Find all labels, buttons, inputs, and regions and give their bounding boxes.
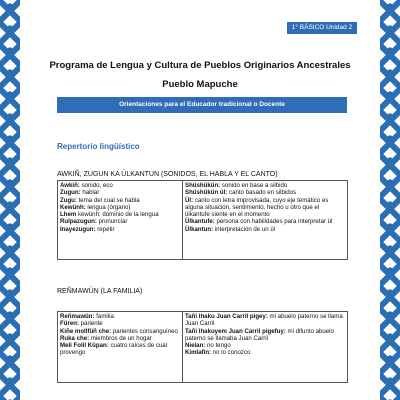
- vocab-definition: lengua (órgano): [85, 203, 131, 211]
- vocab-definition: repetir: [95, 225, 115, 233]
- vocab-entry: [60, 189, 180, 196]
- vocab-term: Shüshükün ül:: [185, 189, 228, 197]
- vocab-entry: [185, 182, 345, 189]
- decorative-border-left: [0, 0, 20, 400]
- vocab-term: Rulpazugun:: [60, 218, 97, 226]
- block1-subheading: AWKIÑ, ZUGUN KA ÜLKANTUN (SONIDOS, EL HABLA Y EL CANTO): [57, 171, 278, 178]
- section-heading: Repertorio lingüístico: [57, 142, 140, 151]
- vocab-definition: familia: [94, 313, 114, 320]
- block1-left-column: [58, 181, 183, 259]
- vocab-term: Kiñe mollfüñ che:: [60, 327, 112, 335]
- decorative-border-right: [380, 0, 400, 400]
- vocab-entry: [60, 328, 180, 335]
- vocab-term: Lhem: [60, 211, 77, 219]
- vocab-definition: canto basado en silbidos: [227, 189, 297, 197]
- block1-table: [57, 180, 348, 260]
- vocab-term: Meli Folil Küpan:: [60, 342, 109, 350]
- vocab-term: Ül:: [185, 196, 194, 204]
- block2-right-column: [183, 312, 347, 382]
- vocab-definition: miembros de un hogar: [89, 334, 152, 342]
- vocab-term: Zugun:: [60, 189, 81, 197]
- vocab-entry: [60, 313, 180, 320]
- vocab-entry: [60, 197, 180, 204]
- vocab-definition: tema del cual se habla: [76, 196, 140, 204]
- vocab-definition: sonido en base a silbido: [220, 182, 288, 189]
- vocab-term: Kewünh:: [60, 203, 86, 211]
- vocab-definition: hablar: [80, 189, 100, 197]
- vocab-definition: mi abuelo paterno se llama Juan Carril: [185, 313, 343, 328]
- vocab-entry: [60, 218, 180, 225]
- people-title: Pueblo Mapuche: [162, 79, 238, 90]
- vocab-entry: [60, 335, 180, 342]
- vocab-entry: [185, 218, 345, 225]
- vocab-definition: canto con letra improvisada, cuyo eje temático es alguna situación, sentimiento, hecho u otro que el ülkantufe siente en el momento: [185, 196, 329, 219]
- vocab-term: Tañi lhaku Juan Carril pigey:: [185, 313, 268, 320]
- vocab-definition: no lo conozco: [211, 349, 251, 357]
- vocab-definition: cuatro raíces de cual provengo: [60, 342, 168, 357]
- block2-table: [57, 311, 348, 383]
- vocab-entry: [185, 342, 345, 349]
- vocab-definition: parientes consanguíneo: [111, 327, 178, 335]
- block2-left-column: [58, 312, 183, 382]
- vocab-definition: pariente: [78, 320, 103, 328]
- vocab-entry: [60, 226, 180, 233]
- vocab-entry: [185, 197, 345, 219]
- vocab-definition: no tengo: [205, 342, 231, 350]
- vocab-definition: pronunciar: [96, 218, 128, 226]
- vocab-entry: [60, 342, 180, 357]
- vocab-definition: kewünh: dominio de la lengua: [76, 211, 159, 219]
- grade-unit-tag: 1° BÁSICO Unidad 2: [287, 22, 357, 34]
- vocab-term: Füren:: [60, 320, 79, 328]
- vocab-term: Ülkantun:: [185, 225, 214, 233]
- vocab-definition: sonido, eco: [79, 182, 113, 189]
- block2-subheading: REÑMAWÜN (LA FAMILIA): [57, 288, 143, 295]
- vocab-term: Ülkantufe:: [185, 218, 215, 226]
- vocab-definition: mi difunto abuelo paterno se llamaba Juan Carril: [185, 327, 334, 342]
- vocab-entry: [185, 189, 345, 196]
- vocab-term: Inayezugun:: [60, 225, 96, 233]
- vocab-term: Shüshükün:: [185, 182, 221, 189]
- vocab-term: Zugu:: [60, 196, 77, 204]
- vocab-entry: [60, 204, 180, 211]
- program-title: Programa de Lengua y Cultura de Pueblos Originarios Ancestrales: [49, 60, 351, 71]
- vocab-entry: [185, 349, 345, 356]
- vocab-definition: persona con habilidades para interpretar ül: [214, 218, 333, 226]
- guidance-banner: Orientaciones para el Educador tradicional o Docente: [57, 97, 347, 113]
- vocab-term: Kimlafin:: [185, 349, 212, 357]
- vocab-term: Awkiñ:: [60, 182, 80, 189]
- vocab-entry: [185, 313, 345, 328]
- vocab-term: Tañi lhakuyem Juan Carril pigefuy:: [185, 327, 286, 335]
- vocab-definition: interpretación de un ül: [213, 225, 276, 233]
- vocab-term: Nielan:: [185, 342, 206, 350]
- vocab-entry: [60, 211, 180, 218]
- vocab-term: Ruka che:: [60, 334, 90, 342]
- vocab-entry: [185, 226, 345, 233]
- vocab-entry: [60, 182, 180, 189]
- vocab-entry: [185, 328, 345, 343]
- vocab-entry: [60, 320, 180, 327]
- vocab-term: Reñmawün:: [60, 313, 95, 320]
- block1-right-column: [183, 181, 347, 259]
